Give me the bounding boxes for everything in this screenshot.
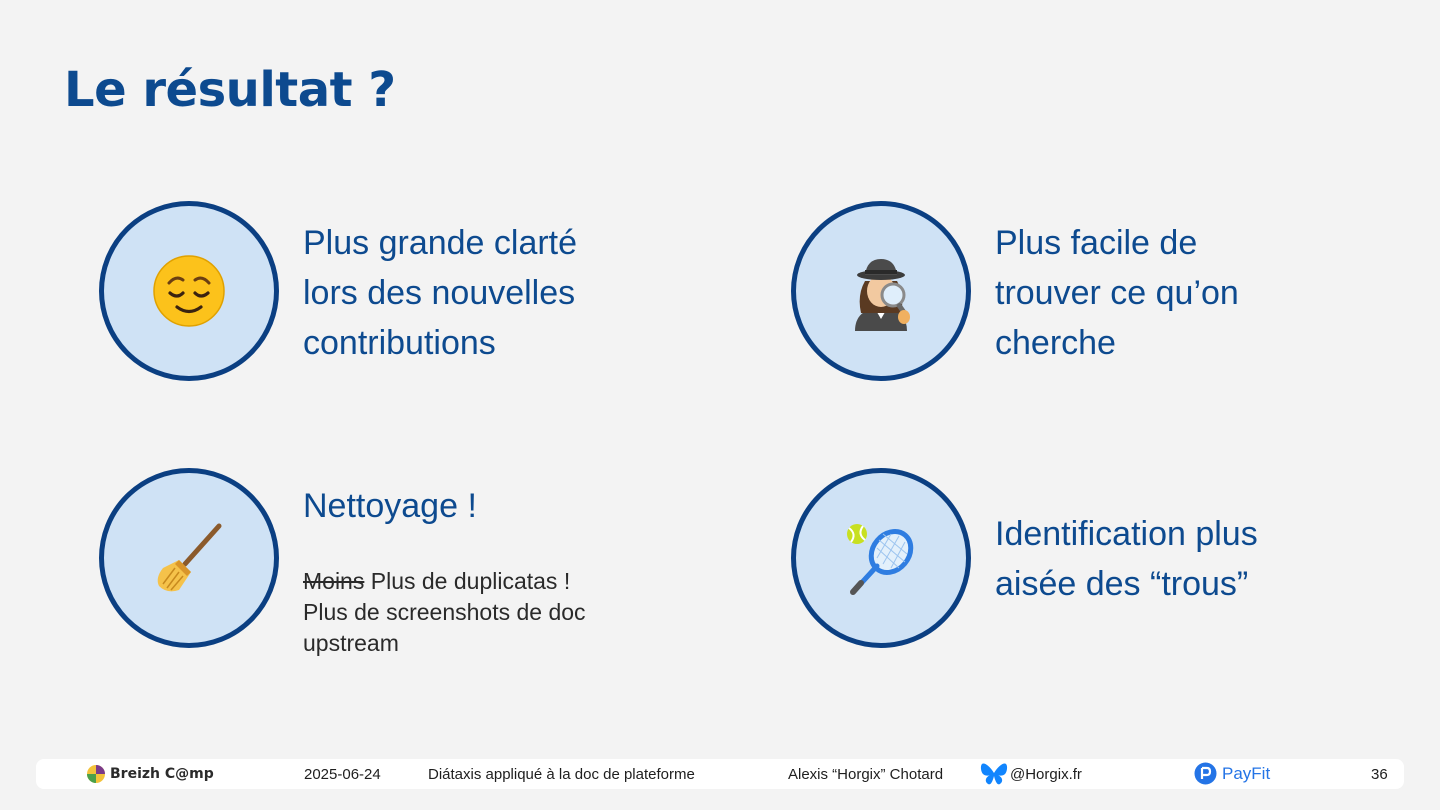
point-1-text: [303, 218, 577, 368]
footer-date: 2025-06-24: [304, 766, 381, 783]
woman-detective-icon: [841, 251, 921, 331]
tennis-icon: [841, 518, 921, 598]
point-2-line-2: trouver ce qu’on: [995, 274, 1239, 312]
point-2-text: [995, 218, 1239, 368]
point-4-line-2: aisée des “trous”: [995, 565, 1249, 603]
point-3-text: [303, 481, 477, 531]
point-4-circle: [791, 468, 971, 648]
relieved-face-icon: [151, 253, 227, 329]
footer-bar: [36, 759, 1404, 789]
point-2-line-3: cherche: [995, 324, 1116, 362]
footer-author: Alexis “Horgix” Chotard: [788, 766, 944, 783]
point-1-circle: [99, 201, 279, 381]
point-3-detail-line-1: [303, 566, 586, 597]
slide-title: Le résultat ?: [64, 62, 396, 118]
point-3-line-1: Nettoyage !: [303, 487, 477, 525]
broom-icon: [149, 518, 229, 598]
point-3-detail-line-2: Plus de screenshots de doc: [303, 599, 586, 625]
point-2-circle: [791, 201, 971, 381]
point-2-line-1: Plus facile de: [995, 224, 1198, 262]
page-number: 36: [1371, 766, 1388, 783]
company-name: PayFit: [1222, 763, 1271, 783]
point-3-details: [303, 566, 586, 659]
breizhcamp-logo-icon: [86, 763, 106, 785]
point-3-circle: [99, 468, 279, 648]
brand-name: Breizh C@mp: [110, 766, 214, 782]
point-1-line-3: contributions: [303, 324, 496, 362]
point-4-text: [995, 509, 1258, 609]
footer-handle: @Horgix.fr: [1010, 766, 1082, 783]
duplicates-text: Plus de duplicatas !: [364, 568, 571, 594]
payfit-logo-icon: [1194, 762, 1217, 785]
point-4-line-1: Identification plus: [995, 515, 1258, 553]
bluesky-butterfly-icon: [980, 762, 1008, 786]
struck-word: Moins: [303, 568, 365, 594]
payfit-logo: [1194, 762, 1270, 785]
point-1-line-2: lors des nouvelles: [303, 274, 576, 312]
point-1-line-1: Plus grande clarté: [303, 224, 578, 262]
breizhcamp-logo: [86, 761, 214, 787]
point-3-detail-line-3: upstream: [303, 630, 399, 656]
footer-talk-title: Diátaxis appliqué à la doc de plateforme: [428, 766, 695, 783]
